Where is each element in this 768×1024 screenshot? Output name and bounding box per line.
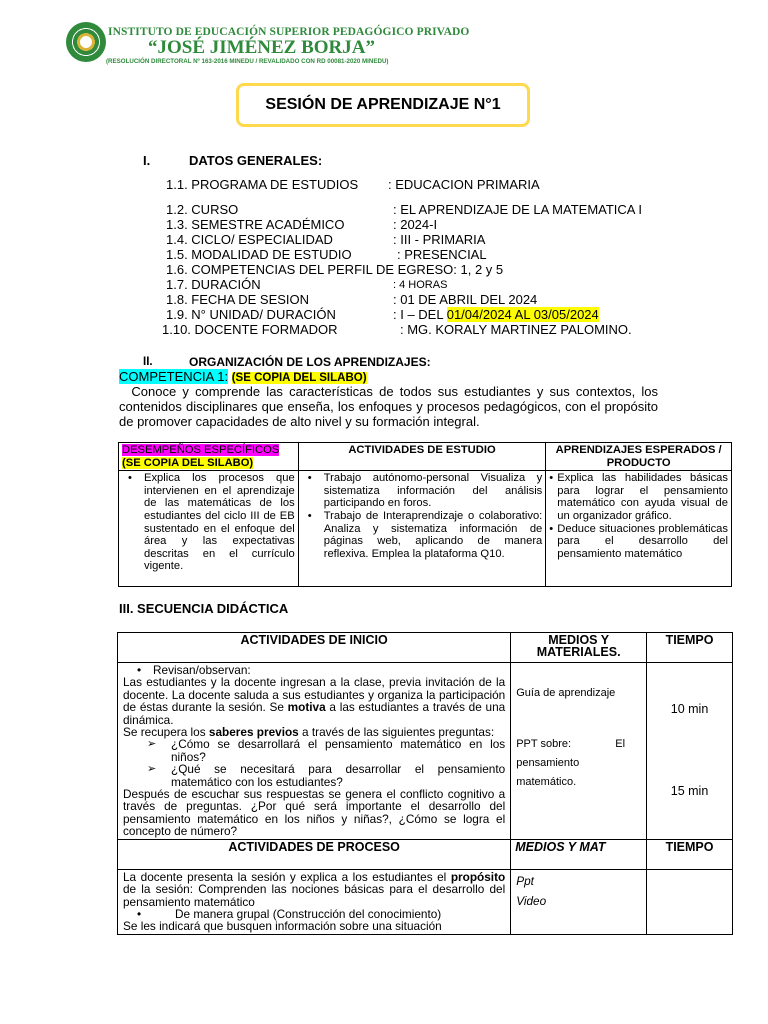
- header-actividades-proceso: ACTIVIDADES DE PROCESO: [118, 839, 511, 869]
- competencia-note: (SE COPIA DEL SILABO): [231, 372, 367, 384]
- inicio-medios-cell: [511, 663, 647, 840]
- text-run: La docente presenta la sesión y explica a los estudiantes el: [123, 869, 451, 884]
- text-run: Las estudiantes y la docente ingresan a la clase, previa invitación de la docente. La docente saluda a sus estudiantes y organiza la participación de éstas durante la sesión. Se: [123, 675, 506, 715]
- aprendizajes-table: [118, 442, 732, 587]
- text-run: de la sesión: Comprenden las nociones básicas para el desarrollo del pensamiento matemático: [123, 882, 506, 909]
- header-tiempo: TIEMPO: [647, 633, 733, 663]
- datos-value: : EDUCACION PRIMARIA: [388, 177, 540, 192]
- text-run: PPT sobre:: [516, 738, 572, 750]
- datos-value: : III - PRIMARIA: [393, 232, 486, 247]
- session-title: SESIÓN DE APRENDIZAJE N°1: [236, 83, 530, 127]
- institute-title: “JOSÉ JIMÉNEZ BORJA”: [148, 37, 375, 58]
- medio-item: matemático.: [516, 776, 577, 788]
- header-medios: MEDIOS Y MATERIALES.: [511, 633, 647, 663]
- text-run: a través de las siguientes preguntas:: [298, 725, 495, 740]
- proceso-medios-cell: [511, 869, 647, 934]
- text-run: El: [615, 738, 626, 750]
- table-row: [119, 471, 732, 587]
- datos-label: 1.3. SEMESTRE ACADÉMICO: [166, 217, 345, 232]
- section-number-2: II.: [143, 356, 153, 368]
- tiempo-item: 10 min: [670, 702, 709, 716]
- section-heading-datos: DATOS GENERALES:: [189, 153, 323, 168]
- text-bold: motiva: [287, 700, 326, 715]
- medio-item: Video: [516, 893, 547, 908]
- actividades-cell: [298, 471, 546, 587]
- proceso-actividades-cell: [118, 869, 511, 934]
- table-row: [118, 663, 733, 840]
- datos-value: : PRESENCIAL: [397, 247, 487, 262]
- datos-value-highlight: 01/04/2024 AL 03/05/2024: [446, 307, 599, 322]
- datos-label: 1.5. MODALIDAD DE ESTUDIO: [166, 247, 352, 262]
- section-number-1: I.: [143, 153, 151, 168]
- datos-label: 1.2. CURSO: [166, 202, 239, 217]
- inicio-paragraph: Después de escuchar sus respuestas se genera el conflicto cognitivo a través de preguntas. ¿Por qué será importante el desarrollo del pensamiento matemático en los niños y niñas?, ¿Cómo se logra el concepto de número?: [123, 787, 506, 839]
- datos-label: 1.1. PROGRAMA DE ESTUDIOS: [166, 177, 359, 192]
- text-bold: propósito: [450, 869, 506, 884]
- institute-name: INSTITUTO DE EDUCACIÓN SUPERIOR PEDAGÓGICO PRIVADO: [108, 26, 470, 38]
- datos-value: : MG. KORALY MARTINEZ PALOMINO.: [400, 322, 632, 337]
- table-header-row: [119, 443, 732, 471]
- list-item: • Explica las habilidades básicas para lograr el pensamiento matemático con ayuda visual de un organizador gráfico.: [549, 472, 728, 522]
- tiempo-item: 15 min: [670, 784, 709, 799]
- inicio-tiempo-cell: [647, 663, 733, 840]
- competencia-line: [119, 369, 367, 384]
- datos-value: : 2024-I: [393, 217, 438, 232]
- competencia-label: COMPETENCIA 1:: [119, 369, 229, 384]
- datos-value: [393, 307, 599, 322]
- medio-item: pensamiento: [516, 757, 580, 769]
- header-aprendizajes: APRENDIZAJES ESPERADOS / PRODUCTO: [546, 443, 732, 471]
- header-desempenos-note: (SE COPIA DEL SILABO): [122, 456, 254, 469]
- aprendizajes-cell: [546, 471, 732, 587]
- list-item: • Deduce situaciones problemáticas para el desarrollo del pensamiento matemático: [549, 523, 728, 561]
- question-item: ➢ ¿Cómo se desarrollará el pensamiento matemático en los niños?: [123, 738, 505, 763]
- datos-label: 1.7. DURACIÓN: [166, 277, 261, 292]
- list-item: • Explica los procesos que intervienen en el aprendizaje de las matemáticas de los estudiantes del ciclo III de EB sustentado en el enfoque del área y las expectativas descritas en el currículo vigente.: [122, 472, 295, 573]
- medio-item: Guía de aprendizaje: [516, 687, 616, 699]
- datos-value-prefix: : I – DEL: [393, 307, 447, 322]
- secuencia-table: [117, 632, 733, 935]
- section-heading-organizacion: ORGANIZACIÓN DE LOS APRENDIZAJES:: [189, 355, 431, 369]
- competencia-text: [119, 384, 658, 429]
- header-desempenos: [119, 443, 299, 471]
- competencia-paragraph: Conoce y comprende las características de todos sus estudiantes y sus contextos, los contenidos disciplinares que enseña, los enfoques y procesos pedagógicos, con el propósito de promover capacidades de alto nivel y su formación integral.: [119, 384, 658, 429]
- text-run: Se recupera los: [123, 725, 209, 740]
- list-item: • De manera grupal (Construcción del conocimiento): [123, 908, 505, 920]
- table-header-row: [118, 839, 733, 869]
- institute-resolution: (RESOLUCIÓN DIRECTORAL Nº 163-2016 MINEDU / REVALIDADO CON RD 00081-2020 MINEDU): [106, 58, 389, 65]
- datos-value: : 01 DE ABRIL DEL 2024: [393, 292, 538, 307]
- header-actividades: ACTIVIDADES DE ESTUDIO: [298, 443, 546, 471]
- header-desempenos-label: DESEMPEÑOS ESPECÍFICOS: [122, 444, 280, 456]
- list-item: • Trabajo autónomo-personal Visualiza y sistematiza información del análisis participando en foros.: [302, 472, 543, 510]
- text-bold: saberes previos: [208, 725, 299, 740]
- question-item: ➢ ¿Qué se necesitará para desarrollar el pensamiento matemático con los estudiantes?: [123, 763, 505, 788]
- list-item: • Revisan/observan:: [123, 664, 505, 676]
- datos-label: 1.8. FECHA DE SESION: [166, 292, 310, 307]
- datos-label: 1.9. N° UNIDAD/ DURACIÓN: [166, 307, 336, 322]
- medio-item: Ppt: [516, 873, 534, 888]
- section-heading-secuencia: III. SECUENCIA DIDÁCTICA: [119, 601, 289, 616]
- datos-label: 1.10. DOCENTE FORMADOR: [162, 322, 338, 337]
- table-header-row: [118, 633, 733, 663]
- header-actividades-inicio: ACTIVIDADES DE INICIO: [118, 633, 511, 663]
- datos-value: : 4 HORAS: [393, 279, 448, 291]
- header-medios-mat: MEDIOS Y MAT: [511, 839, 647, 869]
- proceso-paragraph: [123, 871, 505, 908]
- institute-logo: [66, 22, 106, 62]
- proceso-paragraph: Se les indicará que busquen información sobre una situación: [123, 919, 442, 934]
- medio-item: [516, 738, 641, 751]
- header-tiempo-proceso: TIEMPO: [647, 839, 733, 869]
- inicio-actividades-cell: [118, 663, 511, 840]
- inicio-paragraph: [123, 676, 505, 726]
- text-run: a las estudiantes a través de una dinámica.: [123, 700, 506, 727]
- desempenos-cell: [119, 471, 299, 587]
- datos-label: 1.4. CICLO/ ESPECIALIDAD: [166, 232, 333, 247]
- table-row: [118, 869, 733, 934]
- proceso-tiempo-cell: [647, 869, 733, 934]
- datos-label: 1.6. COMPETENCIAS DEL PERFIL DE EGRESO: 1, 2 y 5: [166, 262, 504, 277]
- datos-value: : EL APRENDIZAJE DE LA MATEMATICA I: [393, 202, 642, 217]
- list-item: • Trabajo de Interaprendizaje o colaborativo: Analiza y sistematiza información de páginas web, aplicando de manera reflexiva. Emplea la plataforma Q10.: [302, 510, 543, 560]
